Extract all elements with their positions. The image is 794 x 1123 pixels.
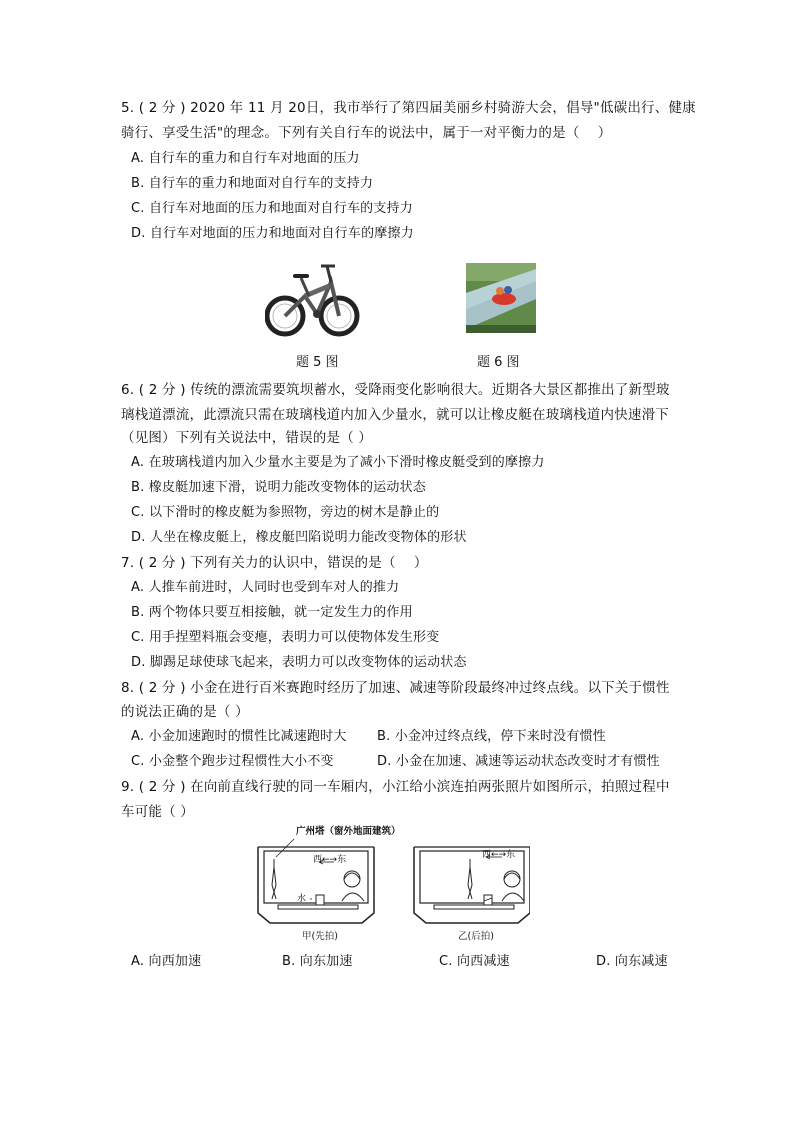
direction-label-second: 西←→东 [482, 850, 516, 860]
q7-stem-line-1: 7. ( 2 分 ) 下列有关力的认识中，错误的是（ ） [121, 555, 428, 571]
q5-stem-line-2: 骑行、享受生活"的理念。下列有关自行车的说法中，属于一对平衡力的是（ ） [121, 125, 612, 141]
q9-stem-line-1: 9. ( 2 分 ) 在向前直线行驶的同一车厢内，小江给小滨连拍两张照片如图所示，拍照过程中 [121, 779, 670, 795]
q9-option-a: A. 向西加速 [131, 954, 202, 969]
q7-option-d: D. 脚踢足球使球飞起来，表明力可以改变物体的运动状态 [131, 655, 467, 670]
q6-stem-line-2: 璃栈道漂流，此漂流只需在玻璃栈道内加入少量水，就可以让橡皮艇在玻璃栈道内快速滑下 [121, 407, 669, 423]
q5-option-c: C. 自行车对地面的压力和地面对自行车的支持力 [131, 201, 413, 216]
q5-option-a: A. 自行车的重力和自行车对地面的压力 [131, 151, 360, 166]
q9-option-d: D. 向东减速 [596, 954, 668, 969]
q5-option-b: B. 自行车的重力和地面对自行车的支持力 [131, 176, 374, 191]
q9-stem-line-2: 车可能（ ） [121, 804, 194, 820]
q9-option-c: C. 向西减速 [439, 954, 510, 969]
q5-figure-caption: 题 5 图 [296, 355, 339, 370]
q7-option-b: B. 两个物体只要互相接触，就一定发生力的作用 [131, 605, 413, 620]
q6-option-a: A. 在玻璃栈道内加入少量水主要是为了减小下滑时橡皮艇受到的摩擦力 [131, 455, 545, 470]
photo-panel-first [258, 839, 374, 923]
q8-stem-line-2: 的说法正确的是（ ） [121, 704, 249, 720]
caption-first-photo: 甲(先拍) [302, 931, 338, 942]
train-carriage-figure [250, 825, 530, 945]
direction-label-first: 西←→东 [313, 855, 347, 865]
q8-option-b: B. 小金冲过终点线，停下来时没有惯性 [377, 729, 606, 744]
q6-option-d: D. 人坐在橡皮艇上，橡皮艇凹陷说明力能改变物体的形状 [131, 530, 467, 545]
tower-label: 广州塔（窗外地面建筑） [296, 826, 401, 837]
q6-option-c: C. 以下滑时的橡皮艇为参照物，旁边的树木是静止的 [131, 505, 440, 520]
q8-option-d: D. 小金在加速、减速等运动状态改变时才有惯性 [377, 754, 660, 769]
q6-stem-line-3: （见图）下列有关说法中，错误的是（ ） [121, 430, 373, 446]
glass-slide-rafting-photo [466, 263, 536, 333]
q8-stem-line-1: 8. ( 2 分 ) 小金在进行百米赛跑时经历了加速、减速等阶段最终冲过终点线。以下关于惯性 [121, 680, 670, 696]
q7-option-a: A. 人推车前进时，人同时也受到车对人的推力 [131, 580, 400, 595]
q6-stem-line-1: 6. ( 2 分 ) 传统的漂流需要筑坝蓄水，受降雨变化影响很大。近期各大景区都推出了新型玻 [121, 382, 670, 398]
q5-stem-line-1: 5. ( 2 分 ) 2020 年 11 月 20日，我市举行了第四届美丽乡村骑游大会，倡导"低碳出行、健康 [121, 100, 696, 116]
bicycle-figure [265, 256, 360, 342]
q8-option-a: A. 小金加速跑时的惯性比减速跑时大 [131, 729, 347, 744]
q9-option-b: B. 向东加速 [282, 954, 353, 969]
q6-figure-caption: 题 6 图 [477, 355, 520, 370]
water-label: 水 [297, 894, 307, 904]
q7-option-c: C. 用手捏塑料瓶会变瘪，表明力可以使物体发生形变 [131, 630, 440, 645]
q8-option-c: C. 小金整个跑步过程惯性大小不变 [131, 754, 334, 769]
q6-option-b: B. 橡皮艇加速下滑，说明力能改变物体的运动状态 [131, 480, 426, 495]
caption-second-photo: 乙(后拍) [458, 931, 494, 942]
q5-option-d: D. 自行车对地面的压力和地面对自行车的摩擦力 [131, 226, 414, 241]
